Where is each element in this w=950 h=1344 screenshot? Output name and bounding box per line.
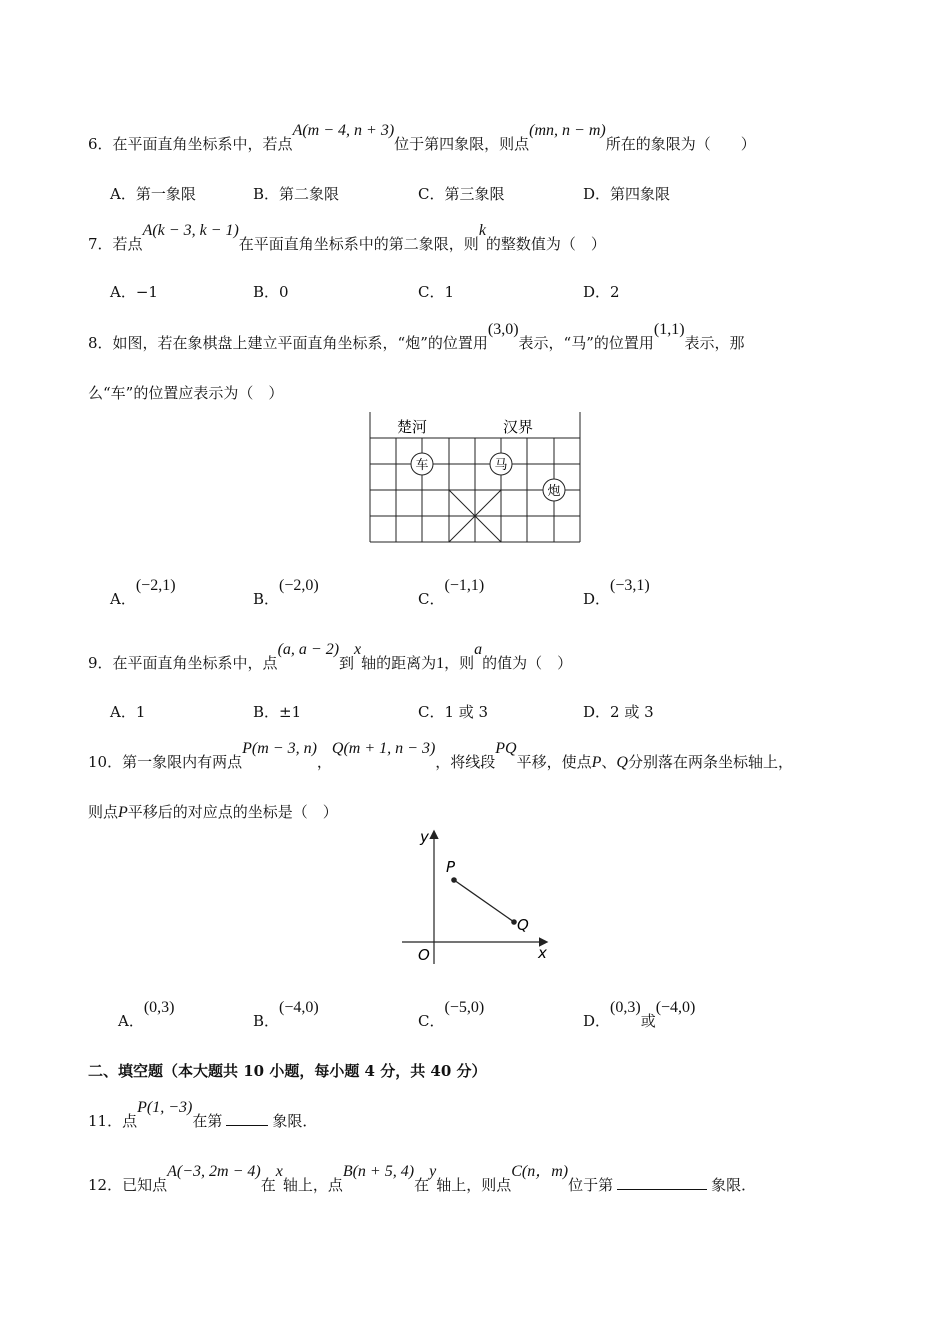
q6-option-a[interactable]: A．第一象限 xyxy=(110,185,196,203)
che-label: 车 xyxy=(415,458,429,473)
question-6-stem: 6．在平面直角坐标系中，若点A(m − 4, n + 3)位于第四象限，则点(mn, n − m)所在的象限为（ ） xyxy=(88,122,756,153)
question-10-stem-line2: 则点P平移后的对应点的坐标是（ ） xyxy=(88,803,338,821)
q7-option-c[interactable]: C．1 xyxy=(418,283,455,301)
point-p-label: P xyxy=(446,858,456,876)
q6-option-c[interactable]: C．第三象限 xyxy=(418,185,505,203)
math-a: a xyxy=(474,641,483,658)
q9-option-a[interactable]: A．1 xyxy=(110,703,146,721)
q7-option-d[interactable]: D．2 xyxy=(583,283,620,301)
answer-blank[interactable] xyxy=(226,1124,268,1126)
q10-option-d[interactable]: D．(0,3)或(−4,0) xyxy=(583,999,696,1030)
q10-option-b[interactable]: B．(−4,0) xyxy=(253,999,319,1030)
river-label-han: 汉界 xyxy=(503,418,534,436)
pao-label: 炮 xyxy=(547,484,561,499)
question-number: 6． xyxy=(88,135,113,153)
q6-option-b[interactable]: B．第二象限 xyxy=(253,185,340,203)
coordinate-graph-figure xyxy=(398,826,558,966)
q9-option-b[interactable]: B．±1 xyxy=(253,703,302,721)
river-label-chu: 楚河 xyxy=(397,418,428,436)
question-number: 11． xyxy=(88,1112,123,1130)
q9-option-d[interactable]: D．2 或 3 xyxy=(583,703,654,721)
q7-option-b[interactable]: B．0 xyxy=(253,283,289,301)
q8-option-a[interactable]: A．(−2,1) xyxy=(110,577,176,608)
question-11-stem: 11．点P(1, −3)在第 象限． xyxy=(88,1099,318,1130)
y-axis-label: y xyxy=(420,828,429,846)
question-8-stem-line2: 么“车”的位置应表示为（ ） xyxy=(88,384,284,402)
math-point: (a, a − 2) xyxy=(277,641,340,658)
math-point: (mn, n − m) xyxy=(529,122,606,139)
math-y: y xyxy=(429,1163,437,1180)
q8-option-b[interactable]: B．(−2,0) xyxy=(253,577,319,608)
math-point-a: A(k − 3, k − 1) xyxy=(142,222,239,239)
math-point-a: A(m − 4, n + 3) xyxy=(292,122,395,139)
ma-label: 马 xyxy=(494,458,508,473)
point-q xyxy=(511,919,517,925)
question-number: 10． xyxy=(88,753,123,771)
math-point-q: Q(m + 1, n − 3) xyxy=(331,740,436,757)
q10-option-c[interactable]: C．(−5,0) xyxy=(418,999,485,1030)
x-axis-label: x xyxy=(538,944,547,962)
point-q-label: Q xyxy=(517,916,529,934)
math-point-p: P(1, −3) xyxy=(137,1099,193,1116)
math-point-c: C(n，m) xyxy=(511,1163,569,1180)
q9-option-c[interactable]: C．1 或 3 xyxy=(418,703,489,721)
question-number: 9． xyxy=(88,654,113,672)
question-number: 7． xyxy=(88,235,113,253)
section-heading: 二、填空题（本大题共 10 小题，每小题 4 分，共 40 分） xyxy=(88,1062,487,1080)
question-8-stem: 8．如图，若在象棋盘上建立平面直角坐标系，“炮”的位置用(3,0)表示，“马”的位置用(1,1)表示，那 xyxy=(88,321,745,352)
math-coord: (1,1) xyxy=(653,321,685,338)
answer-blank[interactable] xyxy=(617,1188,707,1190)
question-number: 12． xyxy=(88,1176,123,1194)
q7-option-a[interactable]: A．−1 xyxy=(110,283,158,301)
q8-option-c[interactable]: C．(−1,1) xyxy=(418,577,485,608)
math-coord: (3,0) xyxy=(487,321,519,338)
q10-option-a[interactable]: A．(0,3) xyxy=(118,999,175,1030)
point-p xyxy=(451,877,457,883)
segment-pq xyxy=(454,880,514,922)
math-x: x xyxy=(275,1163,283,1180)
math-x: x xyxy=(354,641,362,658)
origin-label: O xyxy=(418,946,430,964)
q6-option-d[interactable]: D．第四象限 xyxy=(583,185,671,203)
math-point-b: B(n + 5, 4) xyxy=(342,1163,415,1180)
question-10-stem: 10．第一象限内有两点P(m − 3, n)，Q(m + 1, n − 3)，将线段PQ平移，使点P、Q分别落在两条坐标轴上， xyxy=(88,740,793,771)
q8-option-d[interactable]: D．(−3,1) xyxy=(583,577,650,608)
question-9-stem: 9．在平面直角坐标系中，点(a, a − 2)到x轴的距离为1，则a的值为（ ） xyxy=(88,641,573,672)
chess-board-figure xyxy=(365,410,585,545)
math-point-p: P(m − 3, n) xyxy=(242,740,317,757)
question-number: 8． xyxy=(88,334,113,352)
math-pq: PQ xyxy=(495,740,517,757)
math-one: 1 xyxy=(436,655,445,672)
question-7-stem: 7．若点A(k − 3, k − 1)在平面直角坐标系中的第二象限，则k的整数值为（ ） xyxy=(88,222,606,253)
question-12-stem: 12．已知点A(−3, 2m − 4)在x轴上，点B(n + 5, 4)在y轴上，则点C(n，m)位于第 象限． xyxy=(88,1163,757,1194)
math-point-a: A(−3, 2m − 4) xyxy=(167,1163,261,1180)
math-k: k xyxy=(478,222,486,239)
